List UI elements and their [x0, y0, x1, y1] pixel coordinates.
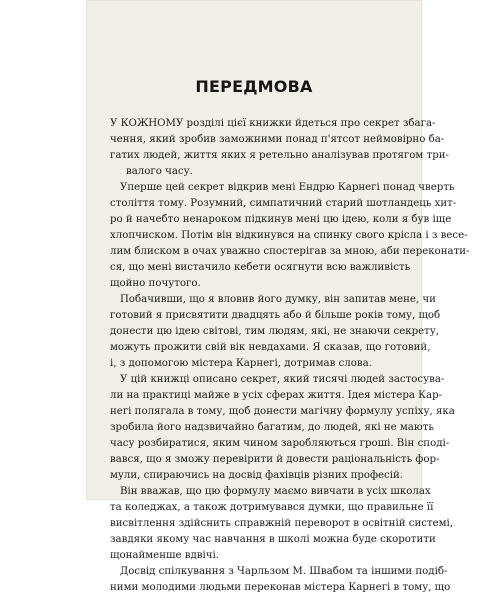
text-line: щонайменше вдвічі. [110, 550, 219, 561]
chapter-heading: ПЕРЕДМОВА [195, 77, 313, 96]
text-line: негі полягала в тому, щоб донести магічну формулу успіху, яка [110, 406, 455, 417]
text-line: зробила його надзвичайно багатим, до людей, які не мають [110, 422, 434, 433]
text-line: ними молодими людьми переконав містера Карнегі в тому, що [110, 582, 451, 593]
text-line: висвітлення здійснить справжній переворот в освітній системі, [110, 518, 454, 529]
text-line: століття тому. Розумний, симпатичний старий шотландець хит- [110, 198, 457, 209]
text-line: завдяки якому час навчання в школі можна буде скоротити [110, 534, 436, 545]
text-line: У КОЖНОМУ розділі цієї книжки йдеться про секрет збага- [110, 118, 436, 129]
text-line: Побачивши, що я вловив його думку, він запитав мене, чи [120, 294, 436, 305]
text-line: донести цю ідею світові, тим людям, які, не знаючи секрету, [110, 326, 440, 337]
text-line: мули, спираючись на досвід фахівців різних професій. [110, 470, 404, 481]
text-line: ся, що мені вистачило кебети осягнути всю важливість [110, 262, 411, 273]
text-line: Уперше цей секрет відкрив мені Ендрю Карнегі понад чверть [120, 182, 455, 193]
text-line: чення, який зробив заможними понад п'ятсот неймовірно ба- [110, 134, 445, 145]
text-line: хлопчиском. Потім він відкинувся на спинку свого крісла і з весе- [110, 230, 468, 241]
text-line: лим блиском в очах уважно спостерігав за мною, аби переконати- [110, 246, 470, 257]
text-line: валого часу. [126, 166, 193, 177]
text-line: вався, що я зможу перевірити й довести раціональність фор- [110, 454, 440, 465]
text-line: та коледжах, а також дотримувався думки, що правильне її [110, 502, 434, 513]
text-line: гатих людей, життя яких я ретельно аналізував протягом три- [110, 150, 449, 161]
book-page [86, 0, 470, 593]
text-line: ли на практиці майже в усіх сферах життя. Ідея містера Кар- [110, 390, 443, 401]
text-line: готовий я присвятити двадцять або й більше років тому, щоб [110, 310, 441, 321]
text-line: можуть прожити свій вік невдахами. Я сказав, що готовий, [110, 342, 431, 353]
text-line: У цій книжці описано секрет, який тисячі людей застосува- [120, 374, 445, 385]
text-line: ро й начебто ненароком підкинув мені цю ідею, коли я був іще [110, 214, 452, 225]
text-line: Він вважав, що цю формулу маємо вивчати в усіх школах [120, 486, 431, 497]
text-line: Досвід спілкування з Чарльзом М. Швабом та іншими подіб- [120, 566, 448, 577]
text-line: щойно почутого. [110, 278, 201, 289]
text-line: часу розбиратися, яким чином заробляються гроші. Він сподi- [110, 438, 450, 449]
body-text [110, 116, 470, 596]
text-line: і, з допомогою містера Карнегі, дотримав слова. [110, 358, 372, 369]
